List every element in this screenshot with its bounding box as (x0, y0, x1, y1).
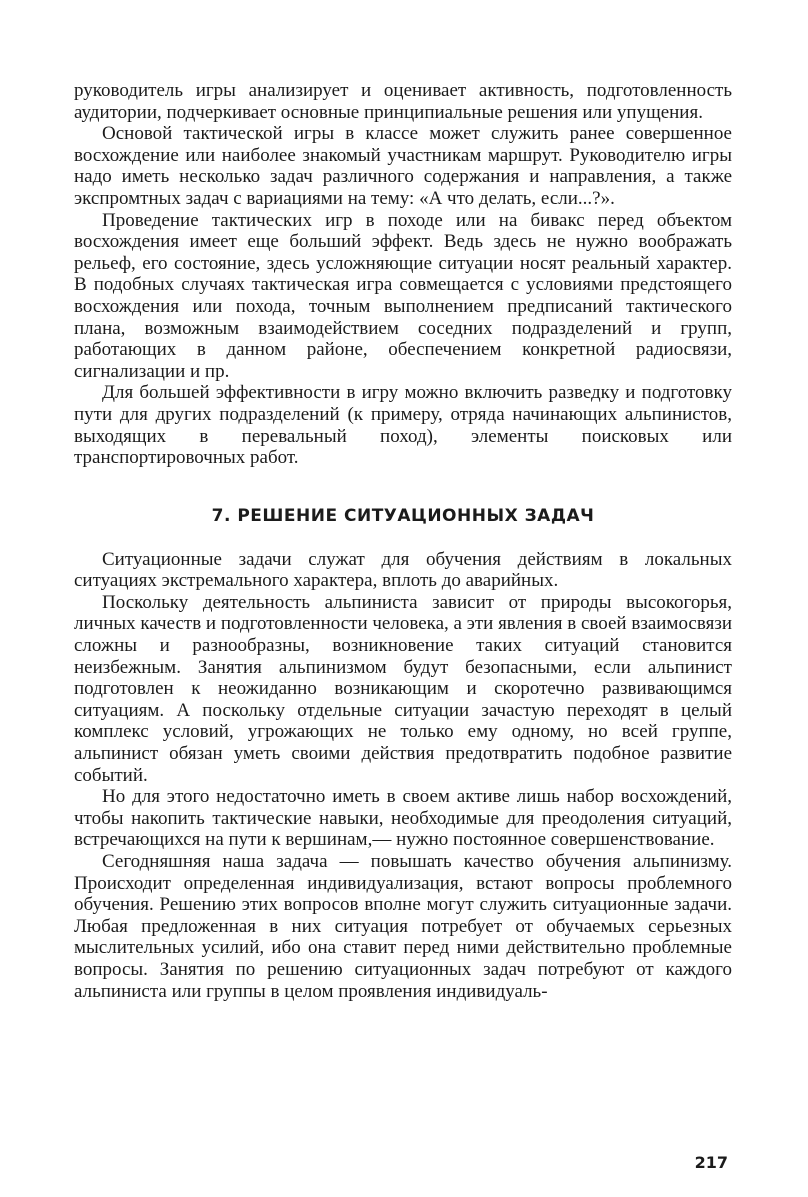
paragraph: Но для этого недостаточно иметь в своем активе лишь набор восхождений, чтобы накопить тактические навыки, необходимые для преодоления ситуаций, встречающихся на пути к вершинам,— нужно постоянное совершенствование. (74, 786, 732, 851)
paragraph: Ситуационные задачи служат для обучения действиям в локальных ситуациях экстремального характера, вплоть до аварийных. (74, 548, 732, 592)
page-number: 217 (694, 1153, 728, 1172)
paragraph: Для большей эффективности в игру можно включить разведку и подготовку пути для других подразделений (к примеру, отряда начинающих альпинистов, выходящих в перевальный поход), элементы поисковых или транспортировочных работ. (74, 382, 732, 469)
page-text-block (74, 80, 732, 1002)
paragraph: Основой тактической игры в классе может служить ранее совершенное восхождение или наиболее знакомый участникам маршрут. Руководителю игры надо иметь несколько задач различного содержания и направления, а также экспромтных задач с вариациями на тему: «А что делать, если...?». (74, 123, 732, 209)
paragraph: Проведение тактических игр в походе или на бивакс перед объектом восхождения имеет еще больший эффект. Ведь здесь не нужно воображать рельеф, его состояние, здесь усложняющие ситуации носят реальный характер. В подобных случаях тактическая игра совмещается с условиями предстоящего восхождения или похода, точным выполнением предписаний тактического плана, возможным взаимодействием соседних подразделений и групп, работающих в данном районе, обеспечением конкретной радиосвязи, сигнализации и пр. (74, 209, 732, 382)
paragraph: Сегодняшняя наша задача — повышать качество обучения альпинизму. Происходит определенная индивидуализация, встают вопросы проблемного обучения. Решению этих вопросов вполне могут служить ситуационные задачи. Любая предложенная в них ситуация потребует от обучаемых серьезных мыслительных усилий, ибо она ставит перед ними действительно проблемные вопросы. Занятия по решению ситуационных задач потребуют от каждого альпиниста или группы в целом проявления индивидуаль- (74, 851, 732, 1002)
section-heading: 7. РЕШЕНИЕ СИТУАЦИОННЫХ ЗАДАЧ (211, 505, 595, 526)
paragraph: Поскольку деятельность альпиниста зависит от природы высокогорья, личных качеств и подготовленности человека, а эти явления в своей взаимосвязи сложны и разнообразны, возникновение таких ситуаций становится неизбежным. Занятия альпинизмом будут безопасными, если альпинист подготовлен к неожиданно возникающим и скоротечно развивающимся ситуациям. А поскольку отдельные ситуации зачастую переходят в целый комплекс условий, угрожающих не только ему одному, но всей группе, альпинист обязан уметь своими действия предотвратить подобное развитие событий. (74, 591, 732, 786)
paragraph: руководитель игры анализирует и оценивает активность, подготовленность аудитории, подчеркивает основные принципиальные решения или упущения. (74, 80, 732, 123)
